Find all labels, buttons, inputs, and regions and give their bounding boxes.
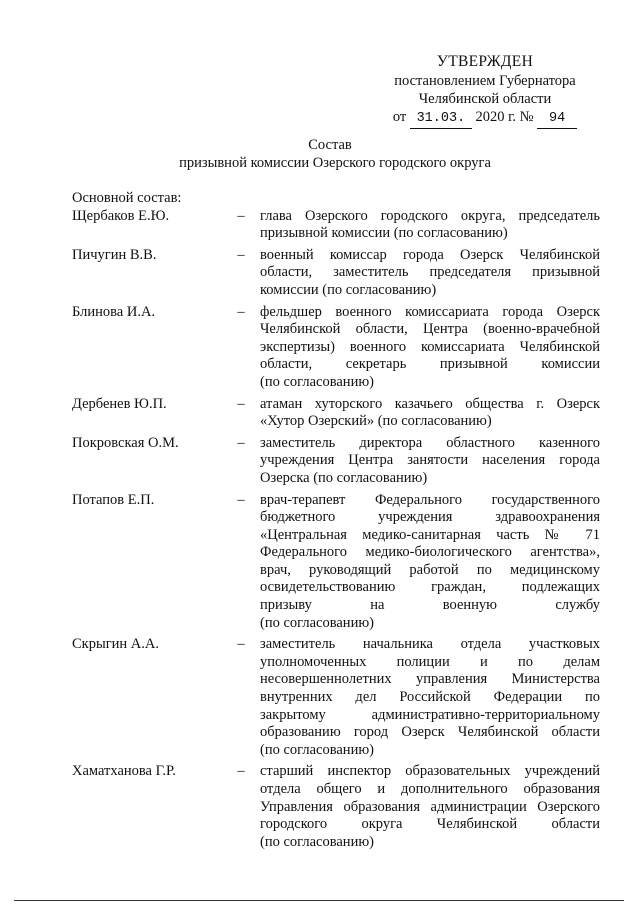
description-line: (по согласованию) bbox=[260, 373, 374, 390]
description-line: Управления образования администрации Озерского bbox=[260, 798, 600, 815]
description-line: освидетельствованию граждан, подлежащих bbox=[260, 579, 600, 596]
description-line: военный комиссар города Озерск Челябинской bbox=[260, 246, 600, 263]
description-line: комиссии (по согласованию) bbox=[260, 281, 437, 298]
member-dash: – bbox=[237, 434, 245, 451]
description-line: «Центральная медико-санитарная часть № 71 bbox=[260, 526, 600, 543]
member-name: Щербаков Е.Ю. bbox=[72, 207, 170, 224]
members-list bbox=[72, 190, 612, 855]
description-line: области, заместитель председателя призывной bbox=[260, 264, 600, 281]
member-dash: – bbox=[237, 491, 245, 508]
document-heading bbox=[0, 137, 640, 172]
member-row bbox=[72, 247, 612, 300]
description-line: призывной комиссии (по согласованию) bbox=[260, 225, 508, 242]
description-line: экспертизы) военного комиссариата Челябинской bbox=[260, 338, 600, 355]
description-line: городского округа Челябинской области bbox=[260, 816, 600, 833]
description-line: атаман хуторского казачьего общества г. Озерск bbox=[260, 395, 600, 412]
description-line: старший инспектор образовательных учреждений bbox=[260, 763, 600, 780]
member-row bbox=[72, 492, 612, 633]
member-name: Блинова И.А. bbox=[72, 303, 156, 320]
document-title: Состав bbox=[308, 137, 352, 153]
description-line: заместитель директора областного казенного bbox=[260, 434, 600, 451]
member-dash: – bbox=[237, 763, 245, 780]
member-name: Хаматханова Г.Р. bbox=[72, 763, 176, 780]
description-line: фельдшер военного комиссариата города Озерск bbox=[260, 303, 600, 320]
description-line: призыву на военную службу bbox=[260, 597, 600, 614]
member-name: Скрыгин А.А. bbox=[72, 636, 159, 653]
approval-block bbox=[372, 52, 598, 129]
member-row bbox=[72, 208, 612, 243]
member-description bbox=[260, 396, 600, 431]
section-label: Основной состав: bbox=[72, 190, 182, 206]
member-row bbox=[72, 304, 612, 392]
member-name: Покровская О.М. bbox=[72, 434, 179, 451]
description-line: уполномоченных полиции и по делам bbox=[260, 653, 600, 670]
description-line: учреждения Центра занятости населения города bbox=[260, 452, 600, 469]
member-name: Дербенев Ю.П. bbox=[72, 395, 167, 412]
member-description bbox=[260, 304, 600, 392]
member-dash: – bbox=[237, 246, 245, 263]
approval-date-line bbox=[372, 108, 598, 129]
member-name: Потапов Е.П. bbox=[72, 491, 155, 508]
description-line: закрытому административно-территориальному bbox=[260, 706, 600, 723]
member-dash: – bbox=[237, 636, 245, 653]
approval-title: УТВЕРЖДЕН bbox=[436, 53, 534, 70]
description-line: внутренних дел Российской Федерации по bbox=[260, 689, 600, 706]
approval-line-1: постановлением Губернатора bbox=[394, 73, 576, 89]
approval-year: 2020 г. № bbox=[475, 109, 534, 125]
description-line: несовершеннолетних управления Министерства bbox=[260, 671, 600, 688]
members-container bbox=[72, 208, 612, 852]
description-line: Озерска (по согласованию) bbox=[260, 469, 428, 486]
member-description bbox=[260, 247, 600, 300]
description-line: заместитель начальника отдела участковых bbox=[260, 636, 600, 653]
description-line: Челябинской области, Центра (военно-врачебной bbox=[260, 321, 600, 338]
member-row bbox=[72, 636, 612, 759]
member-row bbox=[72, 763, 612, 851]
member-dash: – bbox=[237, 207, 245, 224]
description-line: (по согласованию) bbox=[260, 614, 374, 631]
description-line: Федерального медико-биологического агентства», bbox=[260, 544, 600, 561]
description-line: области, секретарь призывной комиссии bbox=[260, 356, 600, 373]
member-name: Пичугин В.В. bbox=[72, 246, 157, 263]
approval-line-2: Челябинской области bbox=[418, 91, 552, 107]
description-line: образованию город Озерск Челябинской области bbox=[260, 724, 600, 741]
member-row bbox=[72, 396, 612, 431]
approval-number: 94 bbox=[537, 110, 577, 129]
member-dash: – bbox=[237, 303, 245, 320]
member-description bbox=[260, 492, 600, 633]
approval-date: 31.03. bbox=[410, 110, 472, 129]
member-row bbox=[72, 435, 612, 488]
description-line: (по согласованию) bbox=[260, 833, 374, 850]
approval-prefix: от bbox=[392, 109, 407, 125]
description-line: «Хутор Озерский» (по согласованию) bbox=[260, 413, 492, 430]
bottom-rule bbox=[14, 900, 624, 901]
description-line: (по согласованию) bbox=[260, 741, 374, 758]
description-line: врач, руководящий работой по медицинскому bbox=[260, 561, 600, 578]
description-line: глава Озерского городского округа, председатель bbox=[260, 207, 600, 224]
member-dash: – bbox=[237, 395, 245, 412]
description-line: врач-терапевт Федерального государственного bbox=[260, 491, 600, 508]
member-description bbox=[260, 435, 600, 488]
member-description bbox=[260, 208, 600, 243]
member-description bbox=[260, 636, 600, 759]
document-subtitle: призывной комиссии Озерского городского округа bbox=[179, 154, 491, 171]
description-line: отдела общего и дополнительного образования bbox=[260, 781, 600, 797]
member-description bbox=[260, 763, 600, 851]
description-line: бюджетного учреждения здравоохранения bbox=[260, 509, 600, 526]
